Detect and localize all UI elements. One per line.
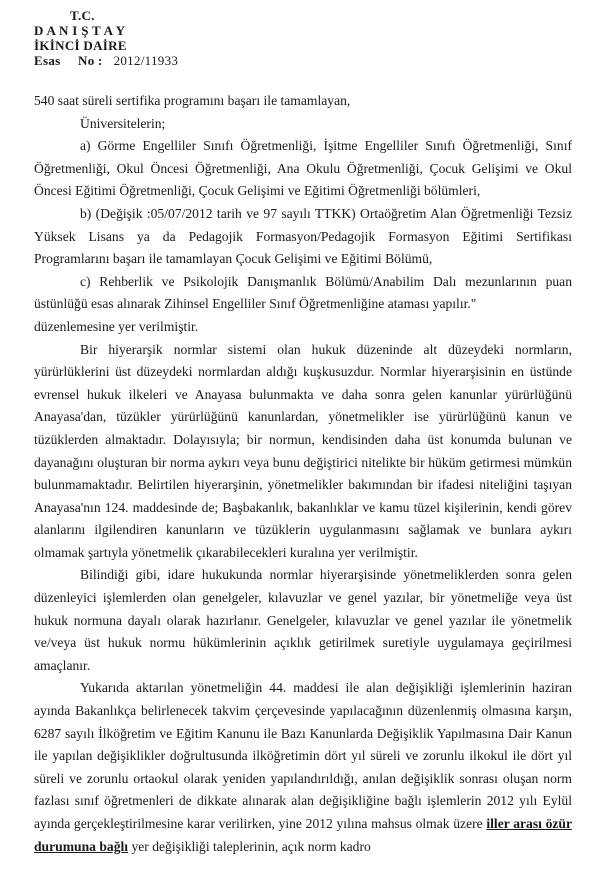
document-body	[34, 90, 572, 858]
paragraph-item-b: b) (Değişik :05/07/2012 tarih ve 97 sayılı TTKK) Ortaöğretim Alan Öğretmenliği Tezsiz Yüksek Lisans ya da Pedagojik Formasyon/Pedagojik Formasyon Eğitimi Sertifikası Programlarını başarı ile tamamlayan Çocuk Gelişimi ve Eğitimi Bölümü,	[34, 205, 572, 267]
underlined-phrase: iller arası özür durumuna bağlı	[34, 816, 572, 854]
header-tc: T.C.	[70, 8, 95, 23]
header-case-number	[34, 53, 572, 68]
no-label: No :	[78, 53, 103, 68]
header-court: D A N I Ş T A Y	[34, 23, 126, 38]
header-chamber: İKİNCİ DAİRE	[34, 38, 127, 53]
paragraph-regulation-article-44	[34, 677, 572, 858]
paragraph-norm-hierarchy: Bir hiyerarşik normlar sistemi olan hukuk düzeninde alt düzeydeki normların, yürürlüklerini üst düzeydeki normlardan aldığı kuşkusuzdur. Normlar hiyerarşisinin en üstünde evrensel hukuk ilkeleri ve Anayasa bulunmakta ve daha sonra gelen kanunlar yürürlüğünü Anayasa'dan, tüzükler yürürlüğünü kanunlardan, yönetmelikler ise yürürlüğünü kanun ve tüzüklerden almaktadır. Dolayısıyla; bir normun, kendisinden daha üst konumda bulunan ve dayanağını oluşturan bir norma aykırı veya bunu değiştirici nitelikte bir hüküm getirmesi mümkün bulunmamaktadır. Belirtilen hiyerarşinin, yönetmelikler bakımından bir ifadesi niteliğini taşıyan Anayasa'nın 124. maddesinde de; Başbakanlık, bakanlıklar ve kamu tüzel kişilerinin, kendi görev alanlarını ilgilendiren kanunların ve tüzüklerin uygulanmasını sağlamak ve bunlara aykırı olmamak şartıyla yönetmelik çıkarabilecekleri kuralına yer verilmiştir.	[34, 341, 572, 560]
document-header	[34, 8, 572, 68]
paragraph-universities: Üniversitelerin;	[80, 115, 166, 131]
paragraph-certificate: 540 saat süreli sertifika programını başarı ile tamamlayan,	[34, 93, 351, 108]
esas-label: Esas	[34, 53, 61, 68]
paragraph-tail: yer değişikliği taleplerinin, açık norm kadro	[128, 838, 371, 854]
paragraph-provision-end: düzenlemesine yer verilmiştir.	[34, 318, 199, 334]
paragraph-administrative-law: Bilindiği gibi, idare hukukunda normlar hiyerarşisinde yönetmeliklerden sonra gelen düzenleyici işlemlerden olan genelgeler, kılavuzlar ve genel yazılar, bir yönetmeliğe veya üst hukuk normuna dayalı olarak hazırlanır. Genelgeler, kılavuzlar ve genel yazılar ile yönetmelik ve/veya üst hukuk normu hükümlerinin açıklık getirilmek suretiyle uygulamaya geçirilmesi amaçlanır.	[34, 567, 572, 673]
paragraph-regulation-text: Yukarıda aktarılan yönetmeliğin 44. maddesi ile alan değişikliği işlemlerinin haziran ayında Bakanlıkça belirlenecek takvim çerçevesinde yapılacağının düzenlenmiş olmasına karşın, 6287 sayılı İlköğretim ve Eğitim Kanunu ile Bazı Kanunlarda Değişiklik Yapılmasına Dair Kanun ile yapılan değişiklikler doğrultusunda ilköğretimin dört yıl süreli ve zorunlu ilkokul ile dört yıl süreli ve zorunlu ortaokul olarak yeniden yapılandırıldığı, anılan değişiklik sonrası oluşan norm fazlası sınıf öğretmenleri de dikkate alınarak alan değişikliğine bağlı işlemlerin 2012 yılı Eylül ayında gerçekleştirilmesine karar verilirken, yine 2012 yılına mahsus olmak üzere	[34, 680, 572, 831]
esas-number: 2012/11933	[113, 53, 179, 68]
paragraph-item-a: a) Görme Engelliler Sınıfı Öğretmenliği, İşitme Engelliler Sınıfı Öğretmenliği, Sınıf Öğretmenliği, Okul Öncesi Öğretmenliği, Ana Okulu Öğretmenliği, Çocuk Gelişimi ve Okul Öncesi Eğitimi Öğretmenliği, Çocuk Gelişimi ve Eğitimi Öğretmenliği bölümleri,	[34, 138, 572, 199]
paragraph-item-c: c) Rehberlik ve Psikolojik Danışmanlık Bölümü/Anabilim Dalı mezunlarının puan üstünlüğü esas alınarak Zihinsel Engelliler Sınıf Öğretmenliğine ataması yapılır."	[34, 273, 572, 312]
